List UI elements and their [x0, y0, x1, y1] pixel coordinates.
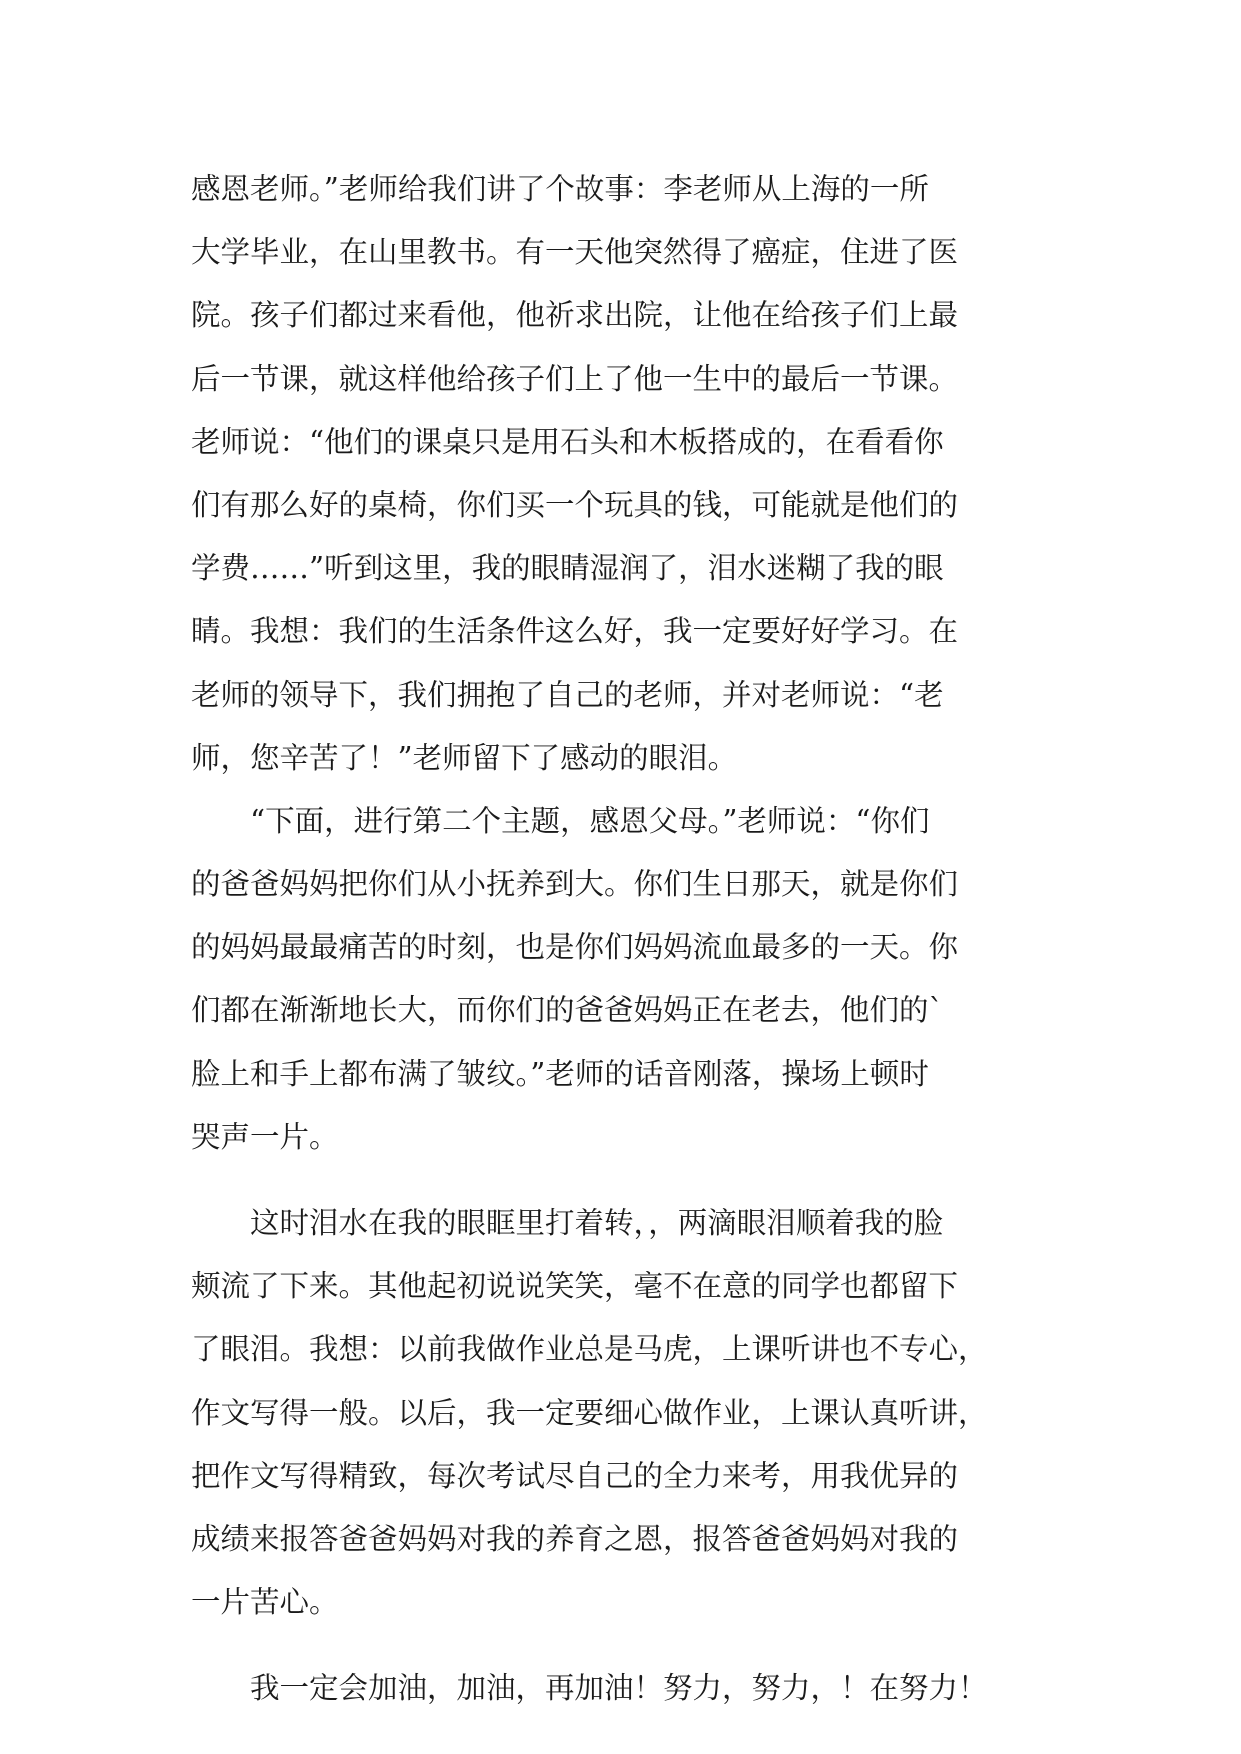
text-line: 脸上和手上都布满了皱纹。”老师的话音刚落，操场上顿时 — [191, 1056, 929, 1091]
paragraph-gap — [191, 1634, 1071, 1657]
text-line: “下面，进行第二个主题，感恩父母。”老师说：“你们 — [191, 803, 930, 838]
text-line: 们都在渐渐地长大，而你们的爸爸妈妈正在老去，他们的` — [191, 993, 944, 1028]
text-line: 作文写得一般。以后，我一定要细心做作业，上课认真听讲， — [191, 1395, 988, 1430]
paragraph-gap — [191, 1169, 1071, 1192]
text-line: 老师的领导下，我们拥抱了自己的老师，并对老师说：“老 — [191, 677, 944, 712]
text-line: 我一定会加油，加油，再加油！努力，努力，！在努力！ — [191, 1671, 988, 1706]
text-line: 感恩老师。”老师给我们讲了个故事：李老师从上海的一所 — [191, 172, 929, 206]
text-line: 把作文写得精致，每次考试尽自己的全力来考，用我优异的 — [191, 1458, 959, 1493]
text-line: 的妈妈最最痛苦的时刻，也是你们妈妈流血最多的一天。你 — [191, 930, 959, 965]
text-line: 院。孩子们都过来看他，他祈求出院，让他在给孩子们上最 — [191, 298, 959, 333]
text-line: 了眼泪。我想：以前我做作业总是马虎，上课听讲也不专心， — [191, 1332, 988, 1367]
document-body — [191, 158, 1071, 1721]
text-line: 睛。我想：我们的生活条件这么好，我一定要好好学习。在 — [191, 614, 959, 649]
text-line: 的爸爸妈妈把你们从小抚养到大。你们生日那天，就是你们 — [191, 867, 959, 902]
text-line: 们有那么好的桌椅，你们买一个玩具的钱，可能就是他们的 — [191, 487, 959, 522]
text-line: 哭声一片。 — [191, 1119, 339, 1154]
text-line: 学费……”听到这里，我的眼睛湿润了，泪水迷糊了我的眼 — [191, 551, 944, 586]
text-line: 大学毕业，在山里教书。有一天他突然得了癌症，住进了医 — [191, 235, 959, 270]
text-line: 后一节课，就这样他给孩子们上了他一生中的最后一节课。 — [191, 361, 959, 396]
text-line: 颊流了下来。其他起初说说笑笑，毫不在意的同学也都留下 — [191, 1269, 959, 1304]
text-line: 老师说：“他们的课桌只是用石头和木板搭成的，在看看你 — [191, 424, 944, 459]
text-line: 这时泪水在我的眼眶里打着转，，两滴眼泪顺着我的脸 — [191, 1206, 944, 1240]
text-line: 师，您辛苦了！”老师留下了感动的眼泪。 — [191, 740, 738, 775]
text-line: 一片苦心。 — [191, 1585, 339, 1620]
text-line: 成绩来报答爸爸妈妈对我的养育之恩，报答爸爸妈妈对我的 — [191, 1521, 959, 1556]
